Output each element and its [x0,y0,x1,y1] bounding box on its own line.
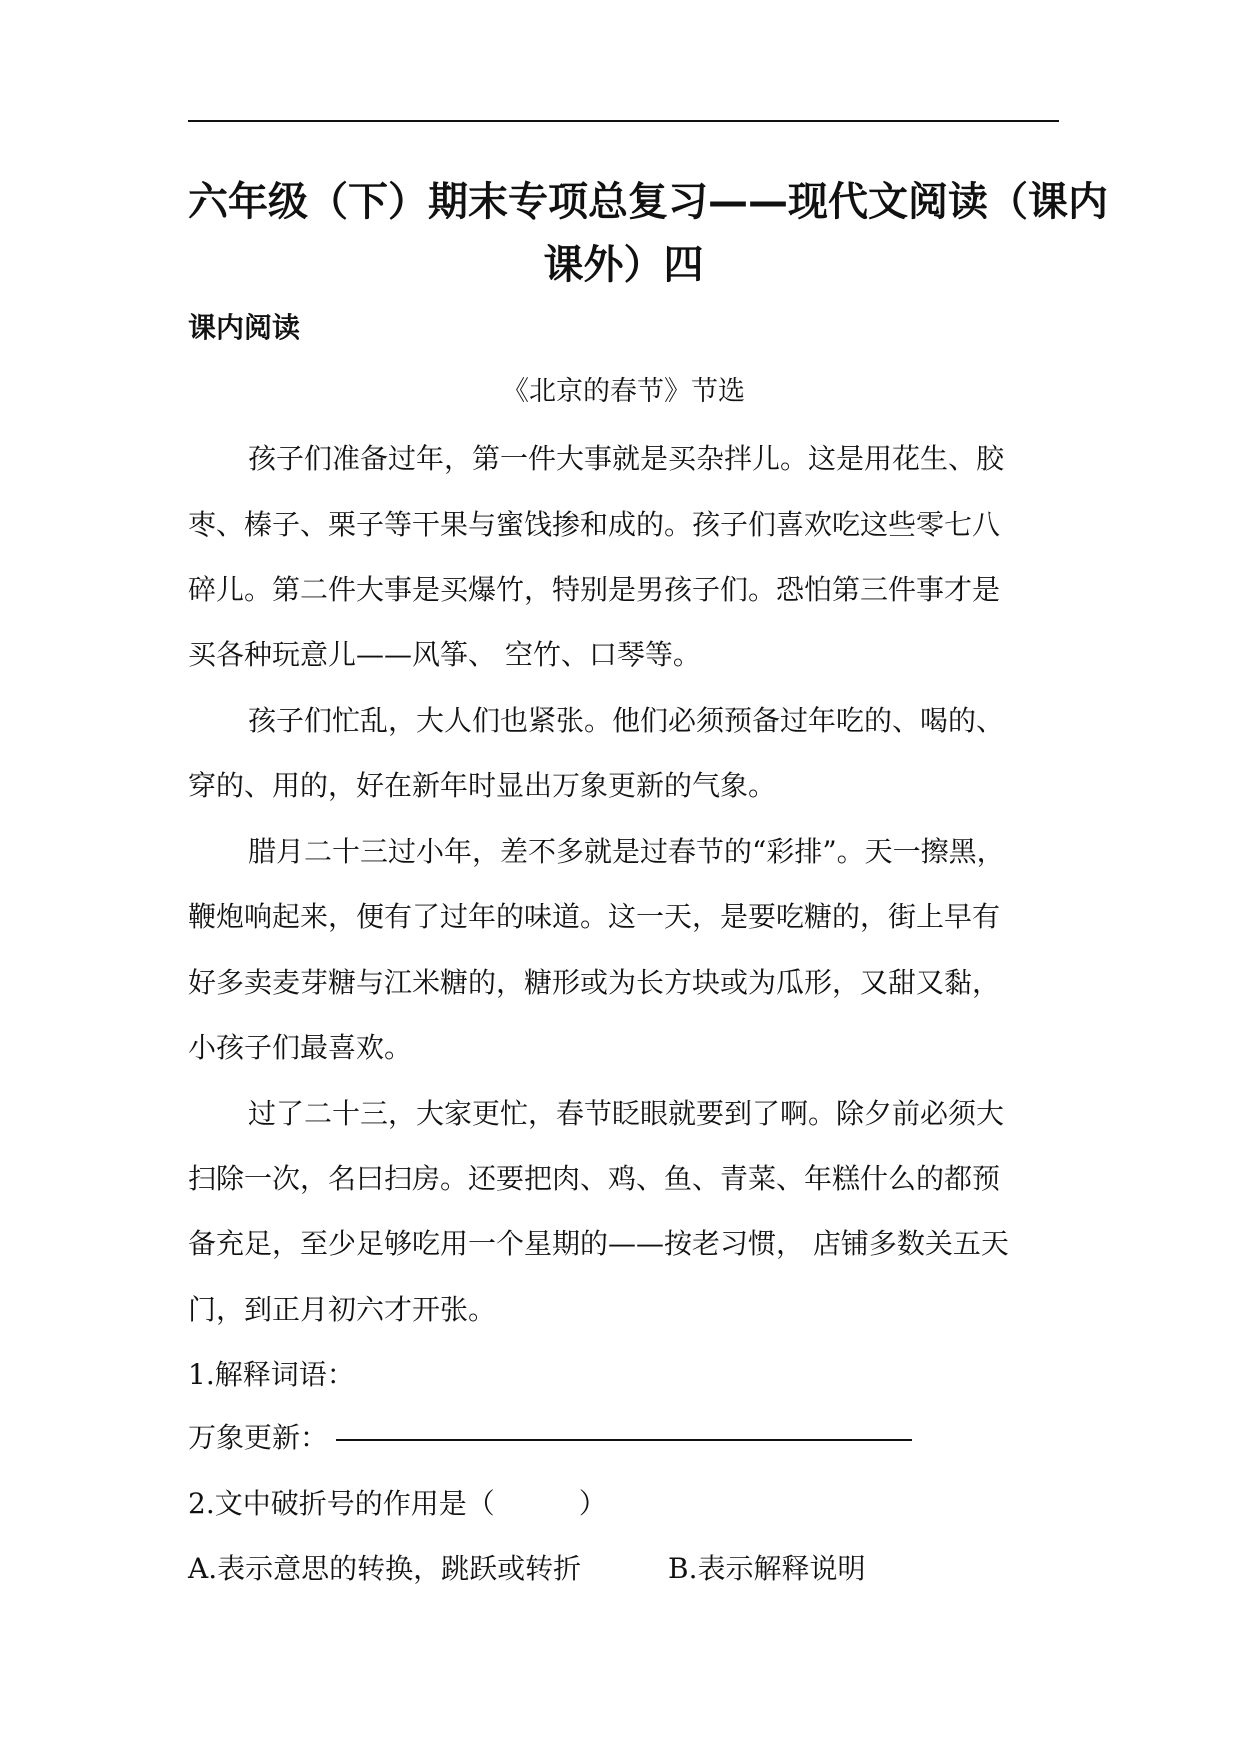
passage-line: 穿的、用的，好在新年时显出万象更新的气象。 [188,769,777,802]
passage-line: 鞭炮响起来，便有了过年的味道。这一天，是要吃糖的，街上早有 [188,900,1001,933]
passage-line: 腊月二十三过小年，差不多就是过春节的“彩排”。天一擦黑， [248,835,1005,868]
passage-line: 过了二十三，大家更忙，春节眨眼就要到了啊。除夕前必须大 [248,1097,1005,1130]
passage-line: 孩子们忙乱，大人们也紧张。他们必须预备过年吃的、喝的、 [248,704,1005,737]
passage-line: 门，到正月初六才开张。 [188,1293,497,1326]
passage-title: 《北京的春节》节选 [502,376,745,407]
header-rule [188,120,1059,122]
answer-blank-line[interactable] [336,1439,912,1441]
question-1-term: 万象更新： [188,1421,329,1454]
page-title-line-2: 课外）四 [543,242,704,288]
passage-line: 好多卖麦芽糖与江米糖的，糖形或为长方块或为瓜形，又甜又黏， [188,966,1001,999]
question-2-label: 2.文中破折号的作用是（ ） [188,1487,607,1520]
passage-line: 碎儿。第二件大事是买爆竹，特别是男孩子们。恐怕第三件事才是 [188,573,1001,606]
question-1-label: 1.解释词语： [188,1358,355,1391]
passage-line: 买各种玩意儿——风筝、 空竹、口琴等。 [188,638,701,671]
passage-line: 枣、榛子、栗子等干果与蜜饯掺和成的。孩子们喜欢吃这些零七八 [188,508,1001,541]
question-2-option-a[interactable]: A.表示意思的转换，跳跃或转折 [188,1552,582,1585]
passage-line: 小孩子们最喜欢。 [188,1031,413,1064]
page-title-line-1: 六年级（下）期末专项总复习——现代文阅读（课内 [188,179,1108,225]
section-heading: 课内阅读 [188,311,301,344]
passage-line: 备充足，至少足够吃用一个星期的——按老习惯， 店铺多数关五天 [188,1227,1009,1260]
question-2-option-b[interactable]: B.表示解释说明 [668,1552,866,1585]
passage-line: 孩子们准备过年，第一件大事就是买杂拌儿。这是用花生、胶 [248,442,1005,475]
passage-line: 扫除一次，名曰扫房。还要把肉、鸡、鱼、青菜、年糕什么的都预 [188,1162,1001,1195]
